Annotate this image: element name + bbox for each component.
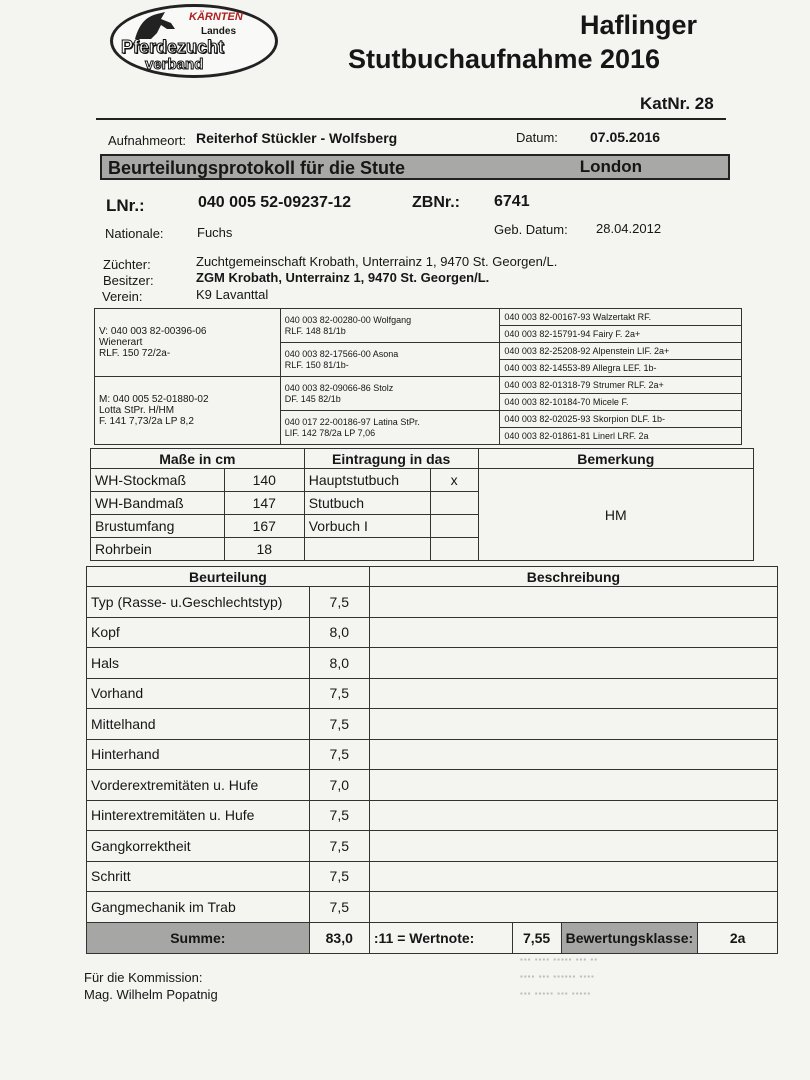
beurteilung-label: Hinterextremitäten u. Hufe	[87, 800, 310, 831]
verein-label: Verein:	[102, 289, 143, 304]
beurteilung-row	[87, 861, 778, 892]
pedigree-grand-3	[280, 377, 500, 411]
beurteilung-row	[87, 587, 778, 618]
bemerkung-value: HM	[478, 469, 753, 561]
sire-id: V: 040 003 82-00396-06	[99, 326, 207, 337]
bemerkung-header: Bemerkung	[478, 449, 753, 469]
klasse-value: 2a	[698, 922, 778, 953]
datum-value: 07.05.2016	[590, 129, 661, 145]
eintragung-label: Stutbuch	[304, 492, 430, 515]
beschreibung-cell	[369, 617, 777, 648]
katalog-number: KatNr. 28	[640, 94, 714, 113]
beurteilung-label: Gangmechanik im Trab	[87, 892, 310, 923]
dam-id: M: 040 005 52-01880-02	[99, 394, 209, 405]
beurteilung-rows	[87, 587, 778, 923]
masse-label: WH-Bandmaß	[91, 492, 225, 515]
pedigree-great-3: 040 003 82-25208-92 Alpenstein LIF. 2a+	[500, 343, 742, 360]
klasse-label: Bewertungsklasse:	[561, 922, 698, 953]
eintragung-mark: x	[430, 469, 478, 492]
wertnote-label: :11 = Wertnote:	[369, 922, 512, 953]
beurteilung-score: 7,5	[309, 709, 369, 740]
zuechter-value: Zuchtgemeinschaft Krobath, Unterrainz 1, 9470 St. Georgen/L.	[196, 254, 558, 269]
beurteilung-score: 7,5	[309, 739, 369, 770]
beurteilung-score: 8,0	[309, 648, 369, 679]
beschreibung-cell	[369, 861, 777, 892]
kommission-label: Für die Kommission:	[84, 970, 203, 985]
eintragung-label: Hauptstutbuch	[304, 469, 430, 492]
datum-label: Datum:	[516, 130, 558, 145]
verein-value: K9 Lavanttal	[196, 287, 269, 302]
masse-value: 167	[224, 515, 304, 538]
beurteilung-table	[86, 566, 778, 954]
beurteilung-label: Typ (Rasse- u.Geschlechtstyp)	[87, 587, 310, 618]
kommission-signer: Mag. Wilhelm Popatnig	[84, 987, 218, 1002]
beurteilung-row	[87, 617, 778, 648]
pedigree-great-8: 040 003 82-01861-81 Linerl LRF. 2a	[500, 428, 742, 445]
beurteilung-row	[87, 800, 778, 831]
title-breed: Haflinger	[580, 10, 698, 40]
beurteilung-row	[87, 770, 778, 801]
nationale-label: Nationale:	[105, 226, 164, 241]
beurteilung-label: Gangkorrektheit	[87, 831, 310, 862]
pedigree-great-7: 040 003 82-02025-93 Skorpion DLF. 1b-	[500, 411, 742, 428]
besitzer-value: ZGM Krobath, Unterrainz 1, 9470 St. Georgen/L.	[196, 270, 490, 285]
eintragung-empty	[430, 538, 478, 561]
sire-info: RLF. 150 72/2a-	[99, 348, 171, 359]
beurteilung-label: Hals	[87, 648, 310, 679]
zbnr-label: ZBNr.:	[412, 194, 460, 211]
masse-value: 147	[224, 492, 304, 515]
beurteilung-row	[87, 892, 778, 923]
logo-kaernten: KÄRNTEN	[189, 11, 243, 23]
beurteilung-score: 7,5	[309, 678, 369, 709]
masse-label: Brustumfang	[91, 515, 225, 538]
beurteilung-row	[87, 678, 778, 709]
beurteilung-score: 7,0	[309, 770, 369, 801]
masse-header: Maße in cm	[91, 449, 305, 469]
eintragung-label: Vorbuch I	[304, 515, 430, 538]
pedigree-dam	[95, 377, 281, 445]
geb-label: Geb. Datum:	[494, 222, 568, 237]
eintragung-header: Eintragung in das	[304, 449, 478, 469]
logo-verband: verband	[145, 56, 204, 73]
beurteilung-label: Mittelhand	[87, 709, 310, 740]
mare-name: London	[579, 157, 642, 176]
zbnr-value: 6741	[494, 193, 530, 210]
beurteilung-score: 7,5	[309, 800, 369, 831]
beschreibung-cell	[369, 892, 777, 923]
beurteilung-row	[87, 709, 778, 740]
pedigree-great-6: 040 003 82-10184-70 Micele F.	[500, 394, 742, 411]
protocol-title: Beurteilungsprotokoll für die Stute	[108, 158, 406, 178]
beurteilung-score: 7,5	[309, 587, 369, 618]
grand-id: 040 017 22-00186-97 Latina StPr.	[284, 416, 420, 427]
masse-label: Rohrbein	[91, 538, 225, 561]
aufnahmeort-value: Reiterhof Stückler - Wolfsberg	[196, 130, 398, 146]
beschreibung-cell	[369, 709, 777, 740]
beschreibung-cell	[369, 800, 777, 831]
bleed-through-marks: ▪▪▪ ▪▪▪▪ ▪▪▪▪▪ ▪▪▪ ▪▪	[520, 955, 599, 964]
grand-info: LIF. 142 78/2a LP 7,06	[284, 427, 376, 438]
beurteilung-label: Schritt	[87, 861, 310, 892]
protocol-bar	[100, 154, 730, 180]
pedigree-grand-1	[280, 309, 500, 343]
header-rule	[96, 118, 726, 120]
sire-name: Wienerart	[99, 337, 143, 348]
pedigree-great-4: 040 003 82-14553-89 Allegra LEF. 1b-	[500, 360, 742, 377]
beschreibung-cell	[369, 587, 777, 618]
zuechter-label: Züchter:	[103, 257, 151, 272]
pedigree-great-1: 040 003 82-00167-93 Walzertakt RF.	[500, 309, 742, 326]
lnr-label: LNr.:	[106, 196, 145, 215]
beschreibung-cell	[369, 678, 777, 709]
pedigree-grand-4	[280, 411, 500, 445]
pedigree-grand-2	[280, 343, 500, 377]
grand-info: RLF. 148 81/1b	[284, 325, 346, 336]
beschreibung-header: Beschreibung	[369, 567, 777, 587]
beurteilung-label: Vorhand	[87, 678, 310, 709]
pedigree-table	[94, 308, 742, 445]
beurteilung-score: 7,5	[309, 861, 369, 892]
wertnote-value: 7,55	[512, 922, 561, 953]
pedigree-sire	[95, 309, 281, 377]
bleed-through-marks: ▪▪▪ ▪▪▪▪▪ ▪▪▪ ▪▪▪▪▪	[520, 989, 592, 998]
title-main: Stutbuchaufnahme 2016	[348, 44, 661, 74]
beurteilung-label: Kopf	[87, 617, 310, 648]
beurteilung-score: 7,5	[309, 831, 369, 862]
pedigree-great-5: 040 003 82-01318-79 Strumer RLF. 2a+	[500, 377, 742, 394]
beurteilung-row	[87, 739, 778, 770]
aufnahmeort-label: Aufnahmeort:	[108, 133, 187, 148]
beurteilung-score: 8,0	[309, 617, 369, 648]
eintragung-mark	[430, 492, 478, 515]
logo-landes: Landes	[201, 26, 237, 37]
beurteilung-header: Beurteilung	[87, 567, 370, 587]
beschreibung-cell	[369, 770, 777, 801]
geb-value: 28.04.2012	[596, 221, 662, 236]
nationale-value: Fuchs	[197, 225, 233, 240]
grand-id: 040 003 82-00280-00 Wolfgang	[284, 314, 412, 325]
grand-id: 040 003 82-17566-00 Asona	[284, 348, 399, 359]
dam-info: F. 141 7,73/2a LP 8,2	[99, 416, 194, 427]
beurteilung-row	[87, 831, 778, 862]
besitzer-label: Besitzer:	[103, 273, 154, 288]
beurteilung-label: Vorderextremitäten u. Hufe	[87, 770, 310, 801]
summe-value: 83,0	[309, 922, 369, 953]
masse-label: WH-Stockmaß	[91, 469, 225, 492]
grand-info: DF. 145 82/1b	[284, 393, 341, 404]
association-logo	[110, 4, 278, 78]
summe-label: Summe:	[87, 922, 310, 953]
measurements-table	[90, 448, 754, 561]
masse-value: 18	[224, 538, 304, 561]
beschreibung-cell	[369, 831, 777, 862]
pedigree-great-2: 040 003 82-15791-94 Fairy F. 2a+	[500, 326, 742, 343]
beurteilung-label: Hinterhand	[87, 739, 310, 770]
grand-info: RLF. 150 81/1b-	[284, 359, 349, 370]
beschreibung-cell	[369, 648, 777, 679]
masse-value: 140	[224, 469, 304, 492]
dam-name: Lotta StPr. H/HM	[99, 405, 175, 416]
eintragung-mark	[430, 515, 478, 538]
eintragung-empty	[304, 538, 430, 561]
beschreibung-cell	[369, 739, 777, 770]
beurteilung-row	[87, 648, 778, 679]
logo-pferdezucht: Pferdezucht	[121, 37, 225, 57]
beurteilung-score: 7,5	[309, 892, 369, 923]
grand-id: 040 003 82-09066-86 Stolz	[284, 382, 394, 393]
bleed-through-marks: ▪▪▪▪ ▪▪▪ ▪▪▪▪▪▪ ▪▪▪▪	[520, 972, 595, 981]
lnr-value: 040 005 52-09237-12	[198, 194, 352, 211]
